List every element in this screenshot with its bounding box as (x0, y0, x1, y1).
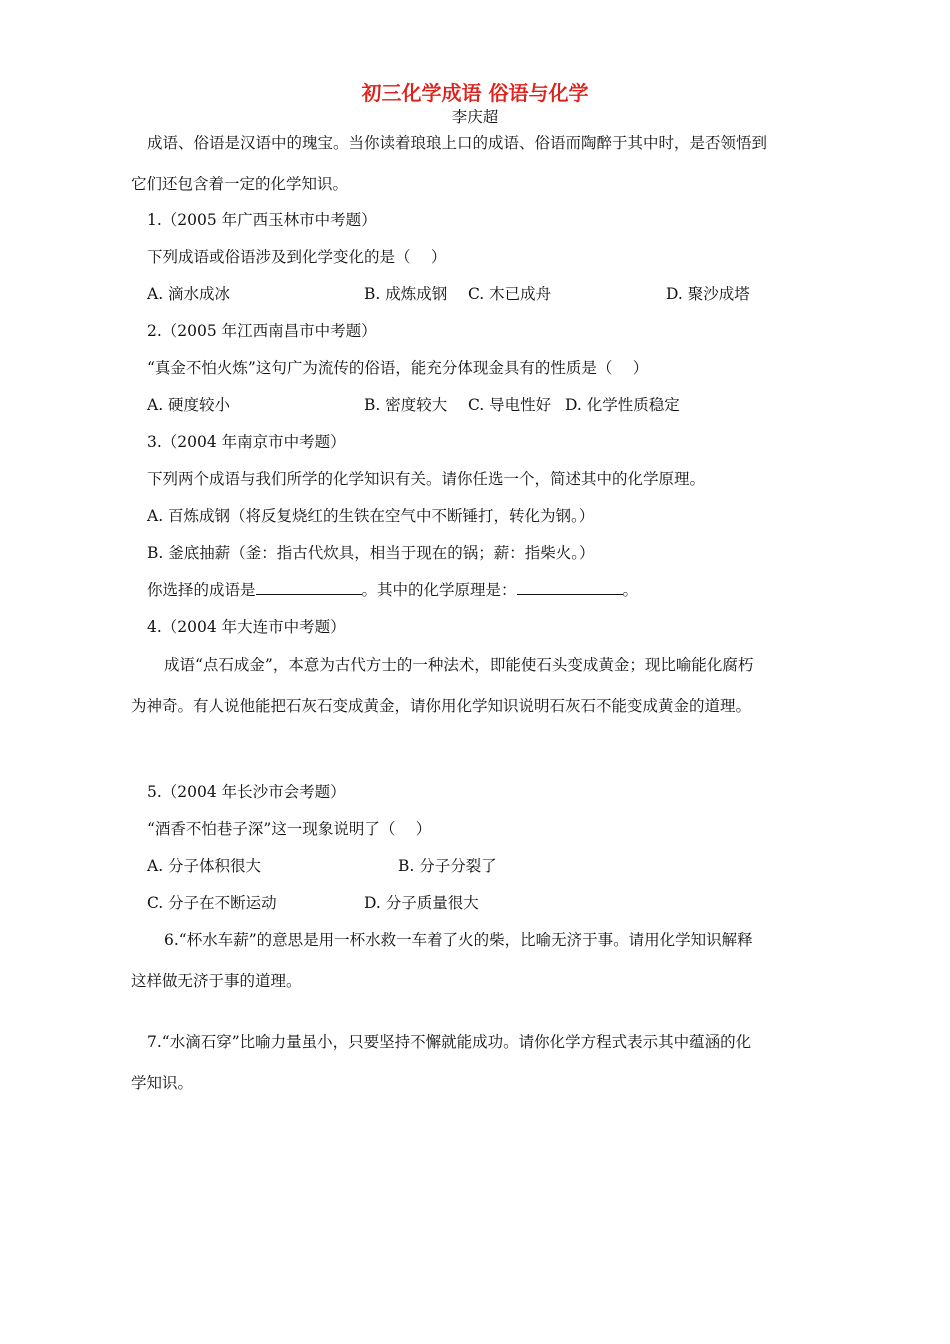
q3-fill-line (147, 580, 638, 600)
q5-source: 5.（2004 年长沙市会考题） (147, 783, 346, 801)
q1-option-d: D. 聚沙成塔 (666, 285, 750, 303)
q5-stem: “酒香不怕巷子深”这一现象说明了（ ） (147, 820, 432, 838)
q3-answer-blank-idiom[interactable] (256, 580, 362, 595)
author-name: 李庆超 (451, 108, 499, 126)
q5-option-a: A. 分子体积很大 (147, 857, 262, 875)
q3-answer-blank-principle[interactable] (517, 580, 623, 595)
q1-option-b: B. 成炼成钢 (364, 285, 448, 303)
q4-line-2: 为神奇。有人说他能把石灰石变成黄金，请你用化学知识说明石灰石不能变成黄金的道理。 (131, 697, 752, 715)
q1-source: 1.（2005 年广西玉林市中考题） (147, 211, 377, 229)
q4-source: 4.（2004 年大连市中考题） (147, 618, 346, 636)
q3-source: 3.（2004 年南京市中考题） (147, 433, 346, 451)
q2-option-a: A. 硬度较小 (147, 396, 231, 414)
q7-line-1: 7.“水滴石穿”比喻力量虽小，只要坚持不懈就能成功。请你化学方程式表示其中蕴涵的化 (147, 1033, 752, 1051)
q3-fill-mid: 。其中的化学原理是： (361, 581, 517, 599)
intro-line-2: 它们还包含着一定的化学知识。 (131, 175, 349, 193)
q5-option-c: C. 分子在不断运动 (147, 894, 277, 912)
q7-line-2: 学知识。 (131, 1074, 194, 1092)
q3-option-a: A. 百炼成钢（将反复烧红的生铁在空气中不断锤打，转化为钢。） (147, 507, 595, 525)
intro-line-1: 成语、俗语是汉语中的瑰宝。当你读着琅琅上口的成语、俗语而陶醉于其中时，是否领悟到 (147, 134, 768, 152)
q5-option-d: D. 分子质量很大 (364, 894, 479, 912)
q2-option-c: C. 导电性好 (468, 396, 552, 414)
q6-line-2: 这样做无济于事的道理。 (131, 972, 302, 990)
q3-fill-prefix: 你选择的成语是 (147, 581, 256, 599)
q4-line-1: 成语“点石成金”，本意为古代方士的一种法术，即能使石头变成黄金；现比喻能化腐朽 (164, 656, 754, 674)
q2-stem: “真金不怕火炼”这句广为流传的俗语，能充分体现金具有的性质是（ ） (147, 359, 649, 377)
q3-fill-end: 。 (622, 581, 639, 599)
q1-option-c: C. 木已成舟 (468, 285, 552, 303)
q3-option-b: B. 釜底抽薪（釜：指古代炊具，相当于现在的锅；薪：指柴火。） (147, 544, 595, 562)
q1-stem: 下列成语或俗语涉及到化学变化的是（ ） (147, 248, 447, 266)
q2-source: 2.（2005 年江西南昌市中考题） (147, 322, 377, 340)
q6-line-1: 6.“杯水车薪”的意思是用一杯水救一车着了火的柴，比喻无济于事。请用化学知识解释 (164, 931, 753, 949)
document-title: 初三化学成语 俗语与化学 (361, 81, 589, 105)
q2-option-b: B. 密度较大 (364, 396, 448, 414)
q1-option-a: A. 滴水成冰 (147, 285, 231, 303)
q3-stem: 下列两个成语与我们所学的化学知识有关。请你任选一个，简述其中的化学原理。 (147, 470, 706, 488)
q2-option-d: D. 化学性质稳定 (565, 396, 680, 414)
q5-option-b: B. 分子分裂了 (398, 857, 497, 875)
